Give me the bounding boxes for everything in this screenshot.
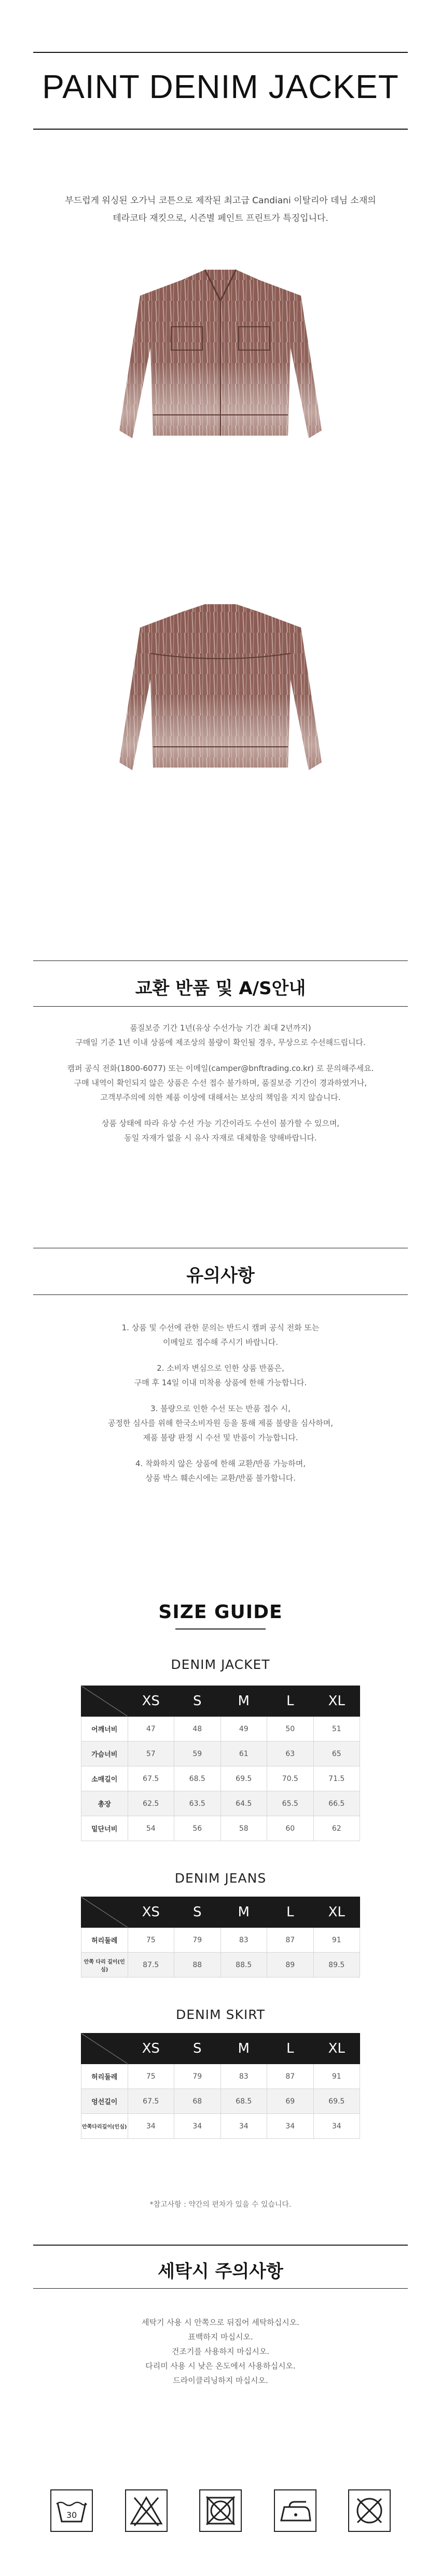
table-cell: 75 bbox=[128, 1928, 174, 1953]
care-top-rule bbox=[33, 2245, 408, 2246]
row-label: 총장 bbox=[81, 1791, 128, 1816]
table-row bbox=[81, 1816, 360, 1841]
care-line: 건조기를 사용하지 마십시오. bbox=[171, 2347, 270, 2356]
table-cell: 34 bbox=[128, 2114, 174, 2139]
care-line: 세탁기 사용 시 안쪽으로 뒤집어 세탁하십시오. bbox=[142, 2318, 299, 2327]
exchange-line: 고객부주의에 의한 제품 이상에 대해서는 보상의 책임을 지지 않습니다. bbox=[100, 1093, 341, 1102]
table-cell: 49 bbox=[220, 1717, 267, 1742]
table-cell: 88 bbox=[174, 1953, 221, 1978]
table-cell: 83 bbox=[220, 1928, 267, 1953]
table-cell: 47 bbox=[128, 1717, 174, 1742]
table-row bbox=[81, 1791, 360, 1816]
title-top-rule bbox=[33, 52, 408, 53]
size-guide-rule bbox=[175, 1628, 266, 1630]
size-header: XL bbox=[313, 1897, 360, 1928]
table-row bbox=[81, 1953, 360, 1978]
exchange-line: 상품 상태에 따라 유상 수선 가능 기간이라도 수선이 불가할 수 있으며, bbox=[101, 1119, 340, 1128]
caution-text bbox=[0, 1320, 441, 1497]
row-label: 허리둘레 bbox=[81, 2064, 128, 2089]
row-label: 허리둘레 bbox=[81, 1928, 128, 1953]
no-tumble-dry-icon bbox=[199, 2489, 242, 2532]
table-cell: 51 bbox=[313, 1717, 360, 1742]
exchange-title: 교환 반품 및 A/S안내 bbox=[135, 978, 306, 999]
size-header: S bbox=[174, 1897, 221, 1928]
product-intro bbox=[0, 192, 441, 227]
table-cell: 63.5 bbox=[174, 1791, 221, 1816]
table-cell: 56 bbox=[174, 1816, 221, 1841]
size-header: XS bbox=[128, 2034, 174, 2064]
table-cell: 83 bbox=[220, 2064, 267, 2089]
care-text bbox=[0, 2315, 441, 2388]
table-row bbox=[81, 1766, 360, 1791]
exchange-line: 구매 내역이 확인되지 않은 상품은 수선 접수 불가하며, 품질보증 기간이 경과하였거나, bbox=[74, 1078, 367, 1088]
table-cell: 91 bbox=[313, 1928, 360, 1953]
table-row bbox=[81, 1742, 360, 1766]
table-cell: 66.5 bbox=[313, 1791, 360, 1816]
size-header: XS bbox=[128, 1686, 174, 1717]
table-corner bbox=[81, 1686, 128, 1717]
caution-line: 3. 불량으로 인한 수선 또는 반품 접수 시, bbox=[150, 1404, 291, 1413]
table-cell: 58 bbox=[220, 1816, 267, 1841]
size-header: L bbox=[267, 1686, 314, 1717]
size-header: S bbox=[174, 2034, 221, 2064]
table-cell: 64.5 bbox=[220, 1791, 267, 1816]
jacket-front-image bbox=[104, 259, 337, 477]
table-cell: 34 bbox=[313, 2114, 360, 2139]
caution-line: 구매 후 14일 이내 미착용 상품에 한해 가능합니다. bbox=[134, 1378, 307, 1387]
table-cell: 67.5 bbox=[128, 2089, 174, 2114]
table-cell: 61 bbox=[220, 1742, 267, 1766]
exchange-text bbox=[0, 1021, 441, 1157]
jacket-size-table bbox=[81, 1686, 360, 1841]
table-cell: 87.5 bbox=[128, 1953, 174, 1978]
table-cell: 65 bbox=[313, 1742, 360, 1766]
table-cell: 50 bbox=[267, 1717, 314, 1742]
table-row bbox=[81, 2064, 360, 2089]
table-cell: 62.5 bbox=[128, 1791, 174, 1816]
exchange-line: 캠퍼 공식 전화(1800-6077) 또는 이메일(camper@bnftrading.co.kr) 로 문의해주세요. bbox=[67, 1064, 374, 1073]
skirt-size-table bbox=[81, 2033, 360, 2139]
table-corner bbox=[81, 1897, 128, 1928]
jacket-back-image bbox=[104, 591, 337, 809]
table-cell: 87 bbox=[267, 2064, 314, 2089]
intro-line-1: 부드럽게 워싱된 오가닉 코튼으로 제작된 최고급 Candiani 이탈리아 데님 소재의 bbox=[65, 196, 376, 206]
wash-30-icon bbox=[50, 2489, 93, 2532]
size-header: L bbox=[267, 1897, 314, 1928]
size-header: M bbox=[220, 1897, 267, 1928]
exchange-bottom-rule bbox=[33, 1006, 408, 1007]
caution-line: 이메일로 접수해 주시기 바랍니다. bbox=[163, 1338, 278, 1347]
table-cell: 79 bbox=[174, 1928, 221, 1953]
caution-line: 공정한 심사를 위해 한국소비자원 등을 통해 제품 불량을 심사하며, bbox=[107, 1418, 334, 1428]
care-line: 표백하지 마십시오. bbox=[188, 2332, 253, 2342]
caution-line: 1. 상품 및 수선에 관한 문의는 반드시 캠퍼 공식 전화 또는 bbox=[121, 1323, 320, 1332]
table-cell: 48 bbox=[174, 1717, 221, 1742]
row-label: 어깨너비 bbox=[81, 1717, 128, 1742]
size-guide-title: SIZE GUIDE bbox=[158, 1602, 283, 1623]
caution-title: 유의사항 bbox=[186, 1265, 255, 1286]
table-row bbox=[81, 1928, 360, 1953]
care-line: 다리미 사용 시 낮은 온도에서 사용하십시오. bbox=[145, 2361, 296, 2371]
table-cell: 71.5 bbox=[313, 1766, 360, 1791]
table-cell: 69 bbox=[267, 2089, 314, 2114]
row-label: 밑단너비 bbox=[81, 1816, 128, 1841]
table-cell: 68.5 bbox=[220, 2089, 267, 2114]
care-title: 세탁시 주의사항 bbox=[158, 2261, 283, 2282]
size-header: XS bbox=[128, 1897, 174, 1928]
caution-line: 제품 불량 판정 시 수선 및 반품이 가능합니다. bbox=[143, 1433, 298, 1442]
no-bleach-icon bbox=[125, 2489, 168, 2532]
caution-bottom-rule bbox=[33, 1294, 408, 1295]
jeans-table-title: DENIM JEANS bbox=[174, 1871, 267, 1886]
caution-line: 상품 박스 훼손시에는 교환/반품 불가합니다. bbox=[145, 1473, 296, 1483]
size-header: M bbox=[220, 2034, 267, 2064]
size-header: XL bbox=[313, 2034, 360, 2064]
row-label: 가슴너비 bbox=[81, 1742, 128, 1766]
table-cell: 65.5 bbox=[267, 1791, 314, 1816]
skirt-table-title: DENIM SKIRT bbox=[175, 2007, 266, 2022]
table-cell: 89 bbox=[267, 1953, 314, 1978]
iron-low-icon bbox=[274, 2489, 316, 2532]
table-cell: 79 bbox=[174, 2064, 221, 2089]
table-cell: 87 bbox=[267, 1928, 314, 1953]
table-cell: 89.5 bbox=[313, 1953, 360, 1978]
table-cell: 59 bbox=[174, 1742, 221, 1766]
size-header: L bbox=[267, 2034, 314, 2064]
product-title: PAINT DENIM JACKET bbox=[42, 68, 399, 105]
title-bottom-rule bbox=[33, 129, 408, 130]
exchange-top-rule bbox=[33, 960, 408, 961]
table-cell: 63 bbox=[267, 1742, 314, 1766]
table-cell: 57 bbox=[128, 1742, 174, 1766]
size-header: XL bbox=[313, 1686, 360, 1717]
row-label: 엉선길이 bbox=[81, 2089, 128, 2114]
row-label: 안쪽다리길이(인심) bbox=[81, 2114, 128, 2139]
jacket-table-title: DENIM JACKET bbox=[171, 1657, 270, 1672]
caution-line: 4. 착화하지 않은 상품에 한해 교환/반품 가능하며, bbox=[135, 1459, 306, 1468]
wash-temp-label: 30 bbox=[66, 2510, 77, 2520]
table-cell: 69.5 bbox=[220, 1766, 267, 1791]
table-cell: 34 bbox=[267, 2114, 314, 2139]
size-header: M bbox=[220, 1686, 267, 1717]
exchange-line: 구매일 기준 1년 이내 상품에 제조상의 불량이 확인될 경우, 무상으로 수선해드립니다. bbox=[75, 1038, 366, 1047]
size-note: *참고사항 : 약간의 편차가 있을 수 있습니다. bbox=[149, 2201, 292, 2209]
table-cell: 70.5 bbox=[267, 1766, 314, 1791]
table-cell: 34 bbox=[174, 2114, 221, 2139]
jeans-size-table bbox=[81, 1897, 360, 1978]
table-row bbox=[81, 2089, 360, 2114]
table-cell: 91 bbox=[313, 2064, 360, 2089]
table-cell: 60 bbox=[267, 1816, 314, 1841]
table-cell: 67.5 bbox=[128, 1766, 174, 1791]
row-label: 안쪽 다리 길이(인심) bbox=[81, 1953, 128, 1978]
table-cell: 68.5 bbox=[174, 1766, 221, 1791]
caution-line: 2. 소비자 변심으로 인한 상품 반품은, bbox=[157, 1363, 284, 1373]
table-cell: 62 bbox=[313, 1816, 360, 1841]
no-dry-clean-icon bbox=[348, 2489, 391, 2532]
size-header: S bbox=[174, 1686, 221, 1717]
care-icons bbox=[50, 2489, 391, 2532]
care-line: 드라이클리닝하지 마십시오. bbox=[173, 2376, 268, 2385]
exchange-line: 품질보증 기간 1년(유상 수선가능 기간 최대 2년까지) bbox=[130, 1023, 311, 1033]
table-cell: 68 bbox=[174, 2089, 221, 2114]
table-cell: 75 bbox=[128, 2064, 174, 2089]
table-cell: 54 bbox=[128, 1816, 174, 1841]
table-cell: 34 bbox=[220, 2114, 267, 2139]
table-row bbox=[81, 1717, 360, 1742]
care-bottom-rule bbox=[33, 2288, 408, 2289]
table-row bbox=[81, 2114, 360, 2139]
row-label: 소매길이 bbox=[81, 1766, 128, 1791]
table-cell: 88.5 bbox=[220, 1953, 267, 1978]
exchange-line: 동일 자재가 없을 시 유사 자재로 대체함을 양해바랍니다. bbox=[124, 1133, 317, 1143]
table-corner bbox=[81, 2034, 128, 2064]
table-cell: 69.5 bbox=[313, 2089, 360, 2114]
intro-line-2: 테라코타 재킷으로, 시즌별 페인트 프린트가 특징입니다. bbox=[113, 213, 328, 224]
